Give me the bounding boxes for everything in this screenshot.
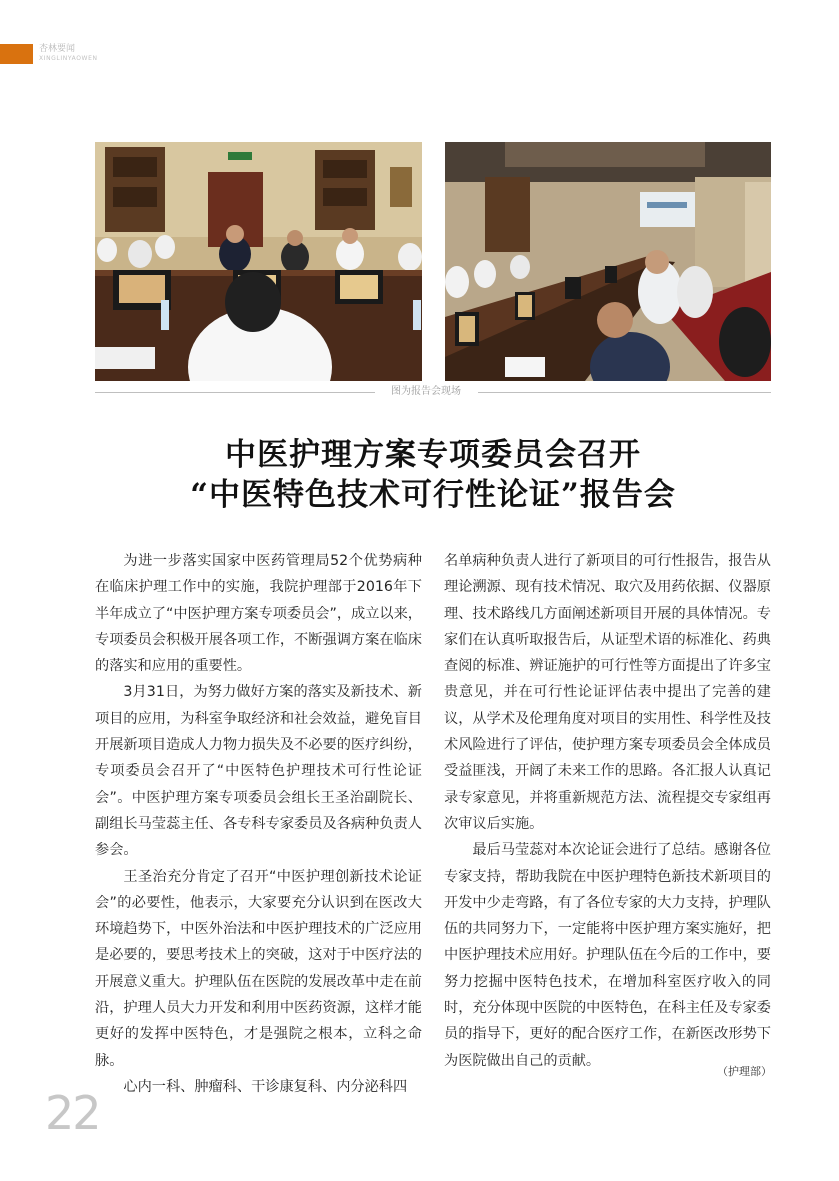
page-number: 22 [45, 1086, 100, 1140]
meeting-photo-right [445, 142, 771, 381]
paragraph: 王圣治充分肯定了召开“中医护理创新技术论证会”的必要性，他表示，大家要充分认识到在医改大环境趋势下，中医外治法和中医护理技术的广泛应用是必要的，要思考技术上的突破，这对于中医疗法的开展意义重大。护理队伍在医院的发展改革中走在前沿，护理人员大力开发和利用中医药资源，这样才能更好的发挥中医特色，才是强院之根本，立科之命脉。 [95, 868, 422, 1069]
article-column-right [444, 548, 771, 1074]
author-signature: （护理部） [717, 1065, 772, 1078]
article-title-line-1: 中医护理方案专项委员会召开 [225, 437, 641, 473]
paragraph-continuation: 名单病种负责人进行了新项目的可行性报告，报告从理论溯源、现有技术情况、取穴及用药依据、仪器原理、技术路线几方面阐述新项目开展的具体情况。专家们在认真听取报告后，从证型术语的标准化、药典查阅的标准、辨证施护的可行性等方面提出了许多宝贵意见，并在可行性论证评估表中提出了完善的建议，从学术及伦理角度对项目的实用性、科学性及技术风险进行了评估，使护理方案专项委员会全体成员受益匪浅，开阔了未来工作的思路。各汇报人认真记录专家意见，并将重新规范方法、流程提交专家组再次审议后实施。 [444, 553, 771, 832]
section-title-pinyin: XINGLINYAOWEN [39, 55, 98, 62]
section-color-tab [0, 44, 33, 64]
article-title-line-2: “中医特色技术可行性论证”报告会 [190, 477, 676, 513]
article-column-left [95, 548, 422, 1100]
paragraph: 为进一步落实国家中医药管理局52个优势病种在临床护理工作中的实施，我院护理部于2016年下半年成立了“中医护理方案专项委员会”，成立以来，专项委员会积极开展各项工作，不断强调方案在临床的落实和应用的重要性。 [95, 553, 422, 675]
paragraph: 3月31日，为努力做好方案的落实及新技术、新项目的应用，为科室争取经济和社会效益，避免盲目开展新项目造成人力物力损失及不必要的医疗纠纷，专项委员会召开了“中医特色护理技术可行性论证会”。中医护理方案专项委员会组长王圣治副院长、副组长马莹蕊主任、各专科专家委员及各病种负责人参会。 [95, 684, 422, 859]
paragraph: 心内一科、肿瘤科、干诊康复科、内分泌科四 [123, 1078, 408, 1095]
paragraph: 最后马莹蕊对本次论证会进行了总结。感谢各位专家支持，帮助我院在中医护理特色新技术新项目的开发中少走弯路，有了各位专家的大力支持，护理队伍的共同努力下，一定能将中医护理方案实施好，把中医护理技术应用好。护理队伍在今后的工作中，要努力挖掘中医特色技术，在增加科室医疗收入的同时，充分体现中医院的中医特色，在科主任及专家委员的指导下，更好的配合医疗工作，在新医改形势下为医院做出自己的贡献。 [444, 842, 771, 1069]
caption-divider-left [95, 392, 375, 393]
photo-caption: 图为报告会现场 [391, 386, 461, 397]
meeting-photo-left [95, 142, 422, 381]
caption-divider-right [478, 392, 771, 393]
section-title: 杏林要闻 [39, 44, 76, 54]
